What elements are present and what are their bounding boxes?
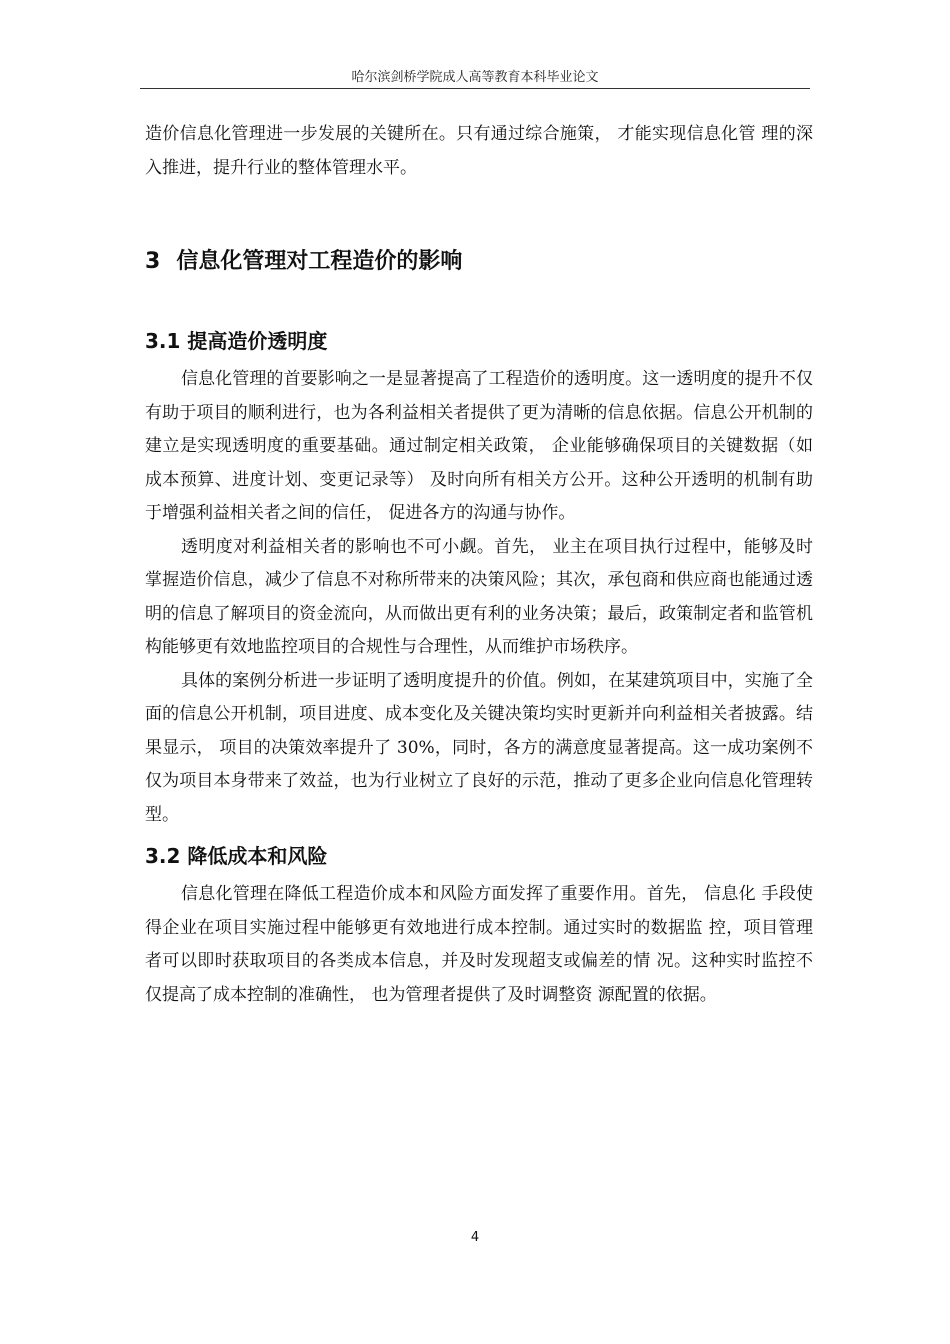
- chapter-number: 3: [145, 249, 161, 274]
- document-body: [145, 118, 813, 1012]
- section-3-1-paragraph-1: 信息化管理的首要影响之一是显著提高了工程造价的透明度。这一透明度的提升不仅有助于项目的顺利进行，也为各利益相关者提供了更为清晰的信息依据。信息公开机制的建立是实现透明度的重要基础。通过制定相关政策， 企业能够确保项目的关键数据（如成本预算、进度计划、变更记录等） 及时向所有相关方公开。这种公开透明的机制有助于增强利益相关者之间的信任， 促进各方的沟通与协作。: [145, 369, 813, 523]
- running-header: 哈尔滨剑桥学院成人高等教育本科毕业论文: [351, 70, 599, 85]
- chapter-heading: [145, 247, 813, 277]
- section-3-1-paragraph-3: 具体的案例分析进一步证明了透明度提升的价值。例如，在某建筑项目中，实施了全面的信息公开机制，项目进度、成本变化及关键决策均实时更新并向利益相关者披露。结果显示， 项目的决策效率提升了 30%，同时，各方的满意度显著提高。这一成功案例不仅为项目本身带来了效益，也为行业树立了良好的示范，推动了更多企业向信息化管理转型。: [145, 670, 813, 825]
- section-3-1-paragraph-2: 透明度对利益相关者的影响也不可小觑。首先， 业主在项目执行过程中，能够及时掌握造价信息，减少了信息不对称所带来的决策风险；其次，承包商和供应商也能通过透明的信息了解项目的资金流向，从而做出更有利的业务决策；最后，政策制定者和监管机构能够更有效地监控项目的合规性与合理性，从而维护市场秩序。: [145, 536, 813, 657]
- chapter-title: 信息化管理对工程造价的影响: [176, 249, 463, 274]
- intro-paragraph: 造价信息化管理进一步发展的关键所在。只有通过综合施策， 才能实现信息化管 理的深入推进，提升行业的整体管理水平。: [145, 124, 813, 178]
- section-heading-3-1: 3.1 提高造价透明度: [145, 329, 328, 353]
- section-3-2-paragraph-1: 信息化管理在降低工程造价成本和风险方面发挥了重要作用。首先， 信息化 手段使得企业在项目实施过程中能够更有效地进行成本控制。通过实时的数据监 控，项目管理者可以即时获取项目的各类成本信息，并及时发现超支或偏差的情 况。这种实时监控不仅提高了成本控制的准确性， 也为管理者提供了及时调整资 源配置的依据。: [145, 884, 813, 1005]
- page-number: 4: [470, 1230, 480, 1245]
- header-rule: [140, 88, 810, 89]
- section-heading-3-2: 3.2 降低成本和风险: [145, 844, 328, 868]
